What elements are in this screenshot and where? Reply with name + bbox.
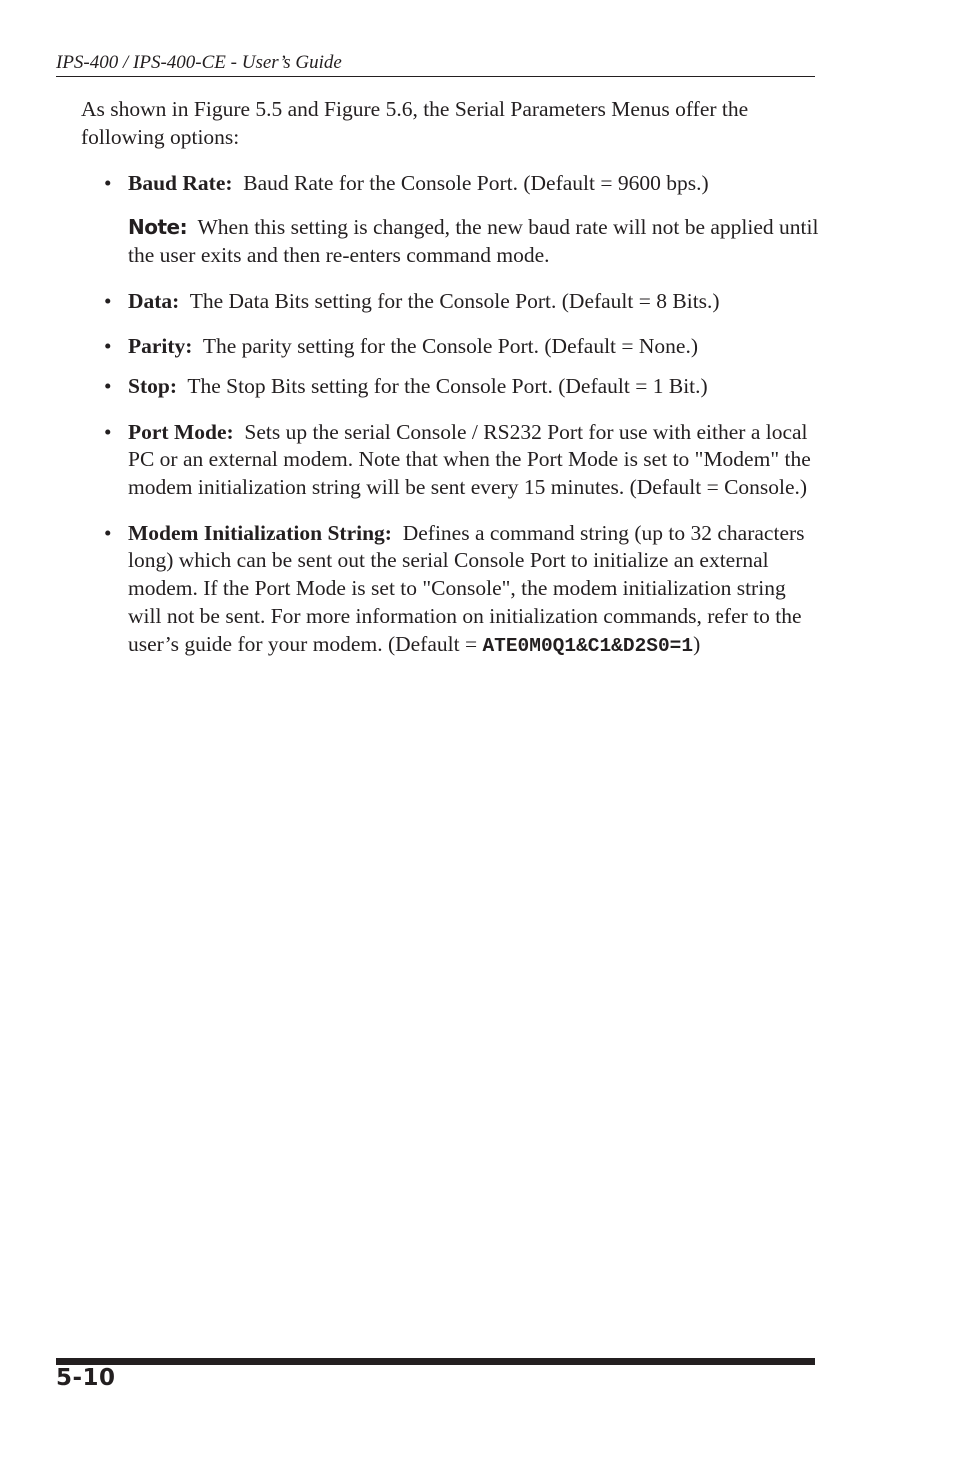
- bullet: •: [104, 288, 112, 313]
- item-description: Baud Rate for the Console Port. (Default = 9600 bps.): [243, 171, 709, 196]
- default-command-code: ATE0M0Q1&C1&D2S0=1: [482, 634, 694, 657]
- item-term: Data:: [128, 288, 180, 313]
- item-description: Sets up the serial Console / RS232 Port for use with either a local PC or an external modem. Note that when the Port Mode is set to "Modem" the modem initialization string will be sent every 15 minutes. (Default = Console.): [128, 419, 811, 500]
- list-item-data: [81, 288, 821, 316]
- item-term: Port Mode:: [128, 419, 234, 444]
- list-item-parity: [81, 333, 821, 361]
- item-description-end: ): [693, 631, 701, 656]
- list-item-port-mode: [81, 419, 821, 502]
- intro-paragraph: As shown in Figure 5.5 and Figure 5.6, the Serial Parameters Menus offer the following options:: [81, 97, 749, 149]
- bullet: •: [104, 373, 112, 398]
- item-term: Parity:: [128, 334, 193, 359]
- main-content: [81, 96, 821, 678]
- note-text: When this setting is changed, the new baud rate will not be applied until the user exits and then re-enters command mode.: [128, 215, 819, 267]
- note-colon: :: [179, 215, 188, 240]
- list-item-baud-rate: [81, 170, 821, 198]
- list-item-modem-init-string: [81, 520, 821, 661]
- note-block: [81, 214, 821, 269]
- bullet: •: [104, 334, 112, 359]
- item-term: Stop:: [128, 373, 177, 398]
- bullet: •: [104, 419, 112, 444]
- item-description: The parity setting for the Console Port. (Default = None.): [202, 334, 699, 359]
- item-description: Defines a command string (up to 32 characters long) which can be sent out the serial Console Port to initialize an external modem. If the Port Mode is set to "Console", the modem initialization string will not be sent. For more information on initialization commands, refer to the user’s guide for your modem. (Default =: [128, 520, 805, 656]
- list-item-stop: [81, 373, 821, 401]
- footer-rule: [56, 1358, 815, 1365]
- bullet: •: [104, 171, 112, 196]
- item-description: The Data Bits setting for the Console Port. (Default = 8 Bits.): [189, 288, 720, 313]
- page-number: 5-10: [56, 1365, 116, 1391]
- item-description: The Stop Bits setting for the Console Port. (Default = 1 Bit.): [187, 373, 708, 398]
- document-title: IPS-400 / IPS-400-CE - User’s Guide: [56, 52, 342, 73]
- note-label: Note: [128, 215, 180, 240]
- item-term: Baud Rate:: [128, 171, 233, 196]
- running-header: [56, 50, 815, 77]
- bullet: •: [104, 520, 112, 545]
- item-term: Modem Initialization String:: [128, 520, 392, 545]
